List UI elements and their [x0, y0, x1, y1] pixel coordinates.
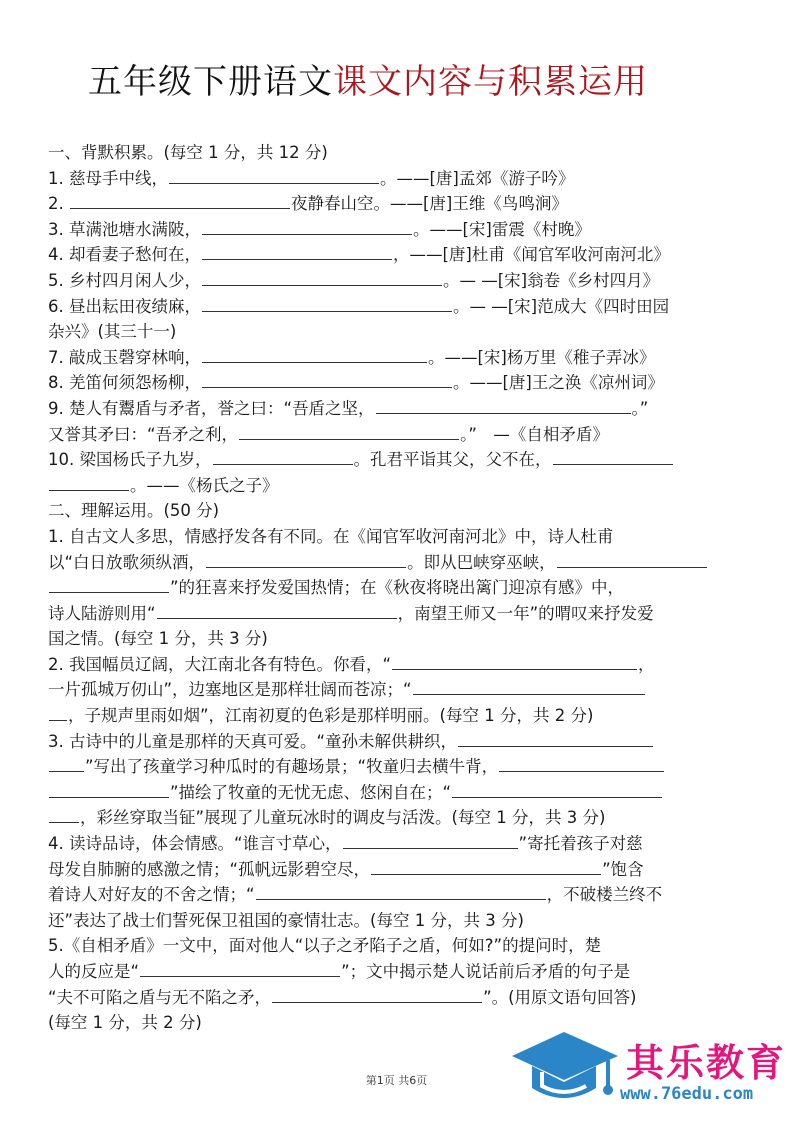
line-text: 。— —[宋]范成大《四时田园: [453, 296, 670, 316]
text-line: [48, 473, 748, 499]
answer-blank[interactable]: [202, 297, 452, 312]
answer-blank[interactable]: [140, 962, 340, 977]
text-line: [48, 601, 748, 627]
line-text: 。——[宋]雷震《村晚》: [413, 219, 591, 239]
text-line: [48, 908, 748, 934]
line-text: 10. 梁国杨氏子九岁，: [48, 450, 212, 470]
line-text: 。— —[宋]翁卷《乡村四月》: [443, 270, 660, 290]
text-line: [48, 985, 748, 1011]
text-line: [48, 447, 748, 473]
text-line: [48, 294, 748, 320]
answer-blank[interactable]: [202, 220, 412, 235]
text-line: [48, 831, 748, 857]
line-text: 人的反应是“: [48, 962, 140, 981]
logo-url: www.76edu.com: [620, 1084, 754, 1104]
answer-blank[interactable]: [49, 578, 169, 593]
line-text: ”；文中揭示楚人说话前后矛盾的句子是: [341, 962, 631, 981]
answer-blank[interactable]: [49, 808, 79, 823]
line-text: 3. 草满池塘水满陂，: [48, 219, 201, 239]
answer-blank[interactable]: [553, 450, 673, 465]
line-text: (每空 1 分，共 2 分): [48, 1013, 202, 1033]
page-title: [88, 56, 748, 108]
line-text: ，: [638, 654, 655, 674]
line-text: 母发自肺腑的感激之情；“孤帆远影碧空尽，: [48, 859, 371, 879]
line-text: ”。(用原文语句回答): [483, 987, 637, 1007]
answer-blank[interactable]: [49, 757, 84, 772]
text-line: [48, 498, 748, 524]
line-text: 9. 楚人有鬻盾与矛者，誉之曰：“吾盾之坚，: [48, 398, 375, 418]
text-line: [48, 575, 748, 601]
watermark-logo: [508, 1018, 788, 1114]
answer-blank[interactable]: [256, 885, 546, 900]
text-line: [48, 217, 748, 243]
text-line: [48, 242, 748, 268]
line-text: 2. 我国幅员辽阔，大江南北各有特色。你看，“: [48, 654, 392, 674]
line-text: 杂兴》(其三十一): [48, 322, 177, 342]
line-text: 2.: [48, 194, 69, 214]
graduation-cap-icon: [508, 1022, 623, 1112]
text-line: [48, 933, 748, 959]
answer-blank[interactable]: [392, 655, 637, 670]
text-line: [48, 857, 748, 883]
answer-blank[interactable]: [49, 783, 169, 798]
line-text: ，南望王师又一年”的喟叹来抒发爱: [397, 603, 654, 623]
answer-blank[interactable]: [169, 169, 379, 184]
answer-blank[interactable]: [272, 988, 482, 1003]
text-line: [48, 626, 748, 652]
text-line: [48, 703, 748, 729]
line-text: 4. 却看妻子愁何在，: [48, 245, 201, 265]
answer-blank[interactable]: [70, 194, 290, 209]
line-text: 又誉其矛曰：“吾矛之利，: [48, 424, 239, 444]
line-text: 。即从巴峡穿巫峡，: [407, 552, 556, 572]
text-line: [48, 268, 748, 294]
title-highlight: 课文内容与积累运用: [333, 62, 648, 102]
text-line: [48, 550, 748, 576]
line-text: 5.《自相矛盾》一文中，面对他人“以子之矛陷子之盾，何如?”的提问时，楚: [48, 936, 602, 956]
line-text: 国之情。(每空 1 分，共 3 分): [48, 629, 268, 649]
text-line: [48, 319, 748, 345]
answer-blank[interactable]: [499, 757, 664, 772]
answer-blank[interactable]: [343, 834, 518, 849]
text-line: [48, 140, 748, 166]
text-line: [48, 191, 748, 217]
line-text: 还”表达了战士们誓死保卫祖国的豪情壮志。(每空 1 分，共 3 分): [48, 910, 524, 930]
line-text: 。——[唐]王之涣《凉州词》: [453, 373, 664, 393]
text-line: [48, 345, 748, 371]
line-text: 1. 慈母手中线，: [48, 168, 168, 188]
answer-blank[interactable]: [557, 553, 707, 568]
answer-blank[interactable]: [202, 271, 442, 286]
answer-blank[interactable]: [49, 476, 129, 491]
answer-blank[interactable]: [376, 399, 631, 414]
line-text: 夜静春山空。——[唐]王维《鸟鸣涧》: [291, 194, 568, 214]
line-text: 。” —《自相矛盾》: [460, 424, 609, 444]
line-text: 。孔君平诣其父，父不在，: [353, 450, 552, 470]
text-line: [48, 422, 748, 448]
answer-blank[interactable]: [213, 450, 353, 465]
line-text: ”寄托着孩子对慈: [518, 834, 643, 854]
text-line: [48, 754, 748, 780]
text-line: [48, 524, 748, 550]
line-text: ”饱含: [602, 859, 644, 879]
text-line: [48, 396, 748, 422]
line-text: 。”: [631, 398, 649, 418]
text-line: [48, 729, 748, 755]
text-line: [48, 370, 748, 396]
line-text: 5. 乡村四月闲人少，: [48, 270, 201, 290]
line-text: ，不破楼兰终不: [546, 885, 663, 905]
line-text: 一片孤城万仞山”，边塞地区是那样壮阔而苍凉；“: [48, 680, 412, 700]
text-line: [48, 805, 748, 831]
answer-blank[interactable]: [49, 706, 67, 721]
line-text: 。——[唐]孟郊《游子吟》: [380, 168, 575, 188]
answer-blank[interactable]: [157, 604, 397, 619]
worksheet-body: [48, 140, 748, 1036]
answer-blank[interactable]: [202, 245, 392, 260]
answer-blank[interactable]: [202, 373, 452, 388]
answer-blank[interactable]: [458, 732, 653, 747]
answer-blank[interactable]: [239, 425, 459, 440]
line-text: 诗人陆游则用“: [48, 603, 156, 623]
line-text: 6. 昼出耘田夜绩麻，: [48, 296, 201, 316]
line-text: ”写出了孩童学习种瓜时的有趣场景；“牧童归去横牛背，: [85, 757, 499, 777]
line-text: 着诗人对好友的不舍之情；“: [48, 885, 255, 905]
line-text: 一、背默积累。(每空 1 分，共 12 分): [48, 143, 328, 162]
line-text: ”描绘了牧童的无忧无虑、悠闲自在；“: [170, 782, 452, 802]
line-text: 。——《杨氏之子》: [130, 475, 279, 495]
line-text: ，——[唐]杜甫《闻官军收河南河北》: [393, 245, 670, 265]
line-text: “夫不可陷之盾与无不陷之矛，: [48, 987, 272, 1007]
text-line: [48, 959, 748, 985]
answer-blank[interactable]: [206, 553, 406, 568]
line-text: ”的狂喜来抒发爱国热情；在《秋夜将晓出篱门迎凉有感》中，: [170, 578, 625, 598]
line-text: 7. 敲成玉磬穿林响，: [48, 347, 201, 367]
text-line: [48, 652, 748, 678]
text-line: [48, 780, 748, 806]
line-text: 3. 古诗中的儿童是那样的天真可爱。“童孙未解供耕织，: [48, 731, 458, 751]
line-text: 二、理解运用。(50 分): [48, 501, 220, 521]
logo-name: 其乐教育: [626, 1041, 787, 1085]
line-text: 8. 羌笛何须怨杨柳，: [48, 373, 201, 393]
text-line: [48, 677, 748, 703]
page-number: 第1页 共6页: [365, 1074, 428, 1087]
line-text: 。——[宋]杨万里《稚子弄冰》: [428, 347, 656, 367]
answer-blank[interactable]: [413, 680, 645, 695]
answer-blank[interactable]: [452, 783, 662, 798]
answer-blank[interactable]: [202, 348, 427, 363]
line-text: 4. 读诗品诗，体会情感。“谁言寸草心，: [48, 834, 342, 854]
line-text: 1. 自古文人多思，情感抒发各有不同。在《闻官军收河南河北》中，诗人杜甫: [48, 526, 614, 546]
line-text: ，彩丝穿取当钲”展现了儿童玩冰时的调皮与活泼。(每空 1 分，共 3 分): [80, 808, 606, 828]
line-text: ，子规声里雨如烟”，江南初夏的色彩是那样明丽。(每空 1 分，共 2 分): [68, 706, 594, 726]
text-line: [48, 882, 748, 908]
answer-blank[interactable]: [371, 860, 601, 875]
title-main: 五年级下册语文: [88, 62, 333, 102]
text-line: [48, 166, 748, 192]
line-text: 以“白日放歌须纵酒，: [48, 552, 206, 572]
